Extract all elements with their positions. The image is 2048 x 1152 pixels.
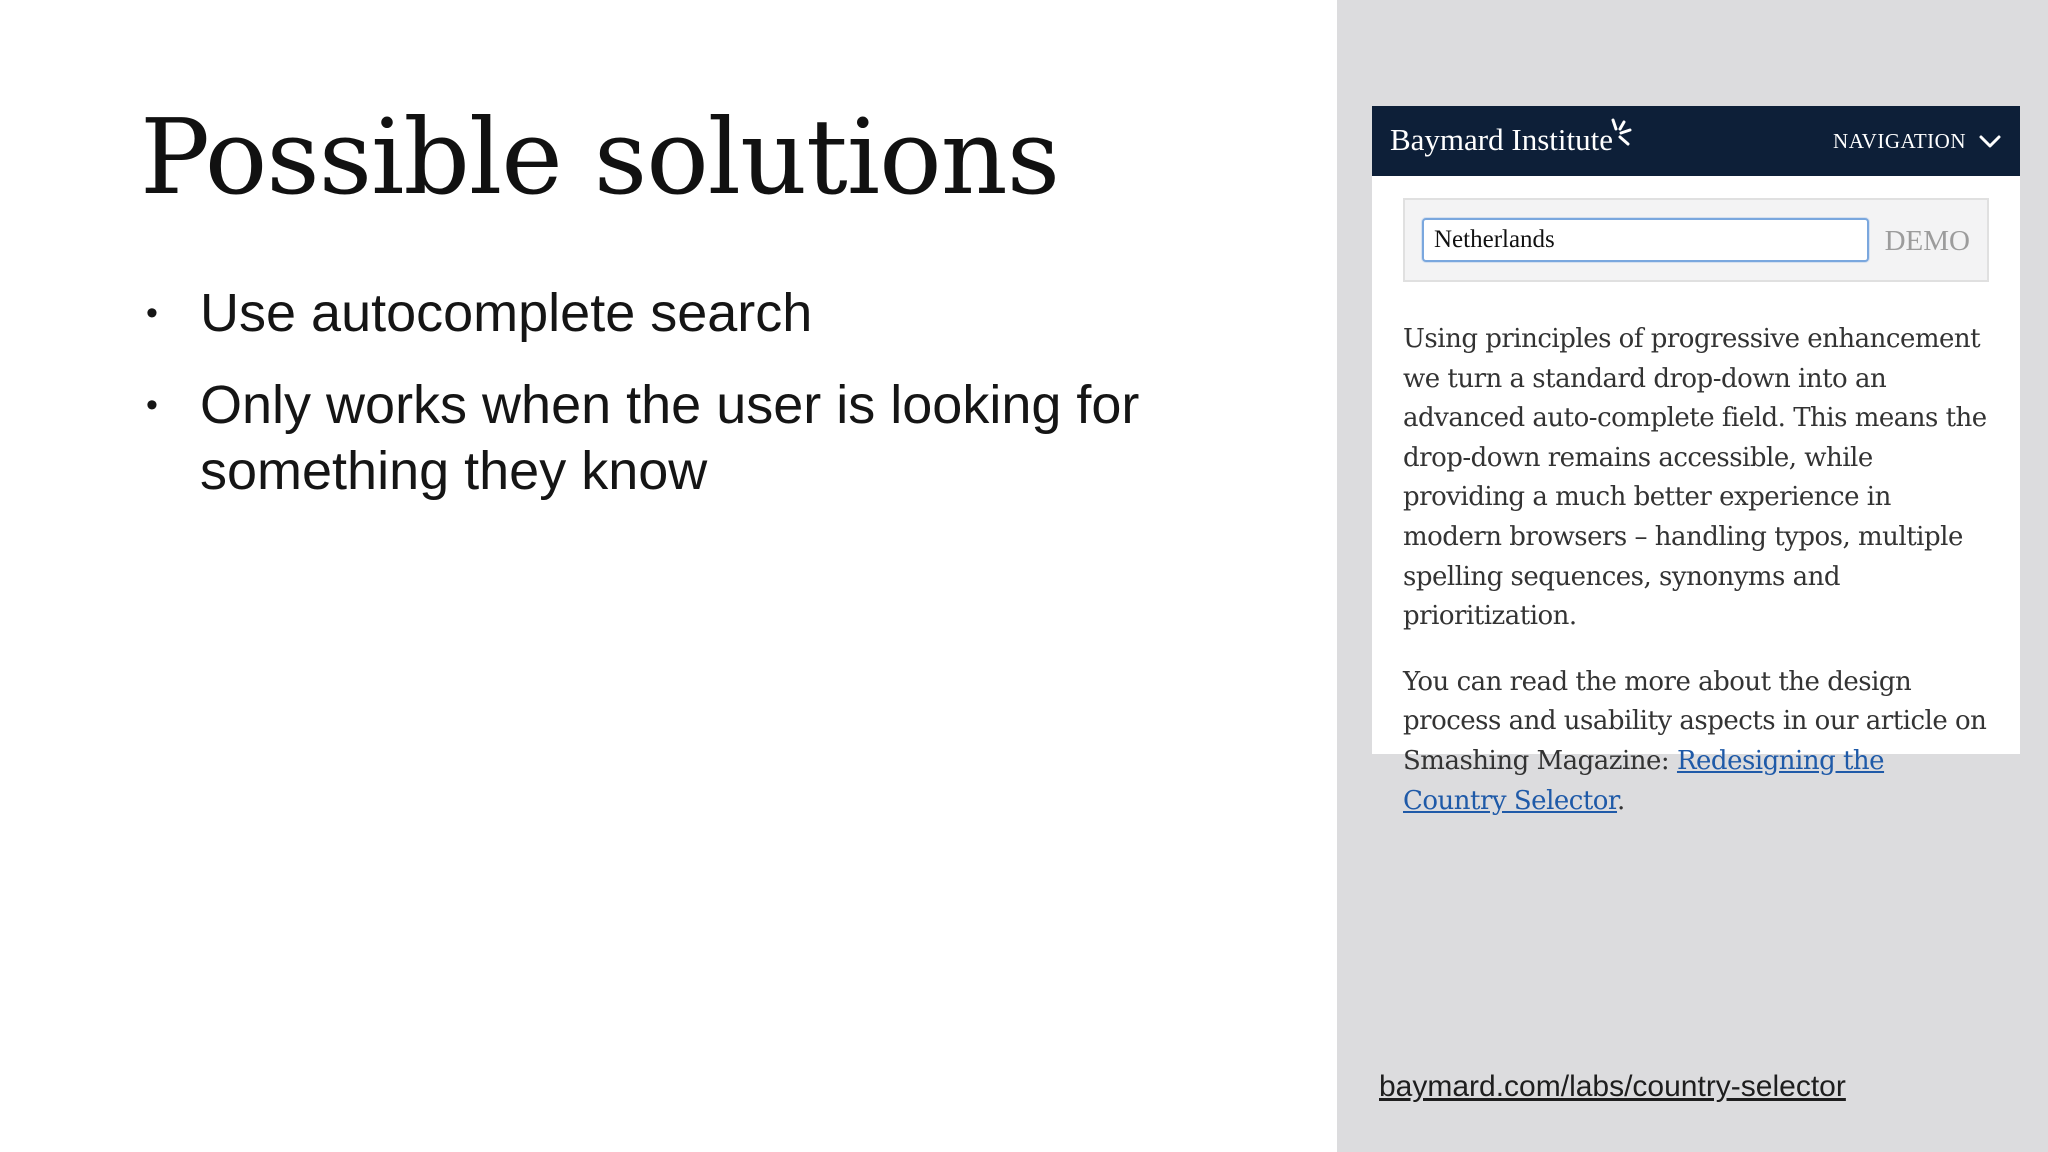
bullet-marker: • xyxy=(146,386,158,424)
navigation-label: NAVIGATION xyxy=(1833,129,1966,153)
baymard-country-selector-url[interactable]: baymard.com/labs/country-selector xyxy=(1379,1070,1846,1103)
bullet-text: Use autocomplete search xyxy=(200,283,813,343)
description-paragraph-2-prefix: You can read the more about the design process and usability aspects in our article on Smashing Magazine: xyxy=(1403,666,1987,776)
description-paragraph-1: Using principles of progressive enhancement we turn a standard drop-down into an advanced auto-complete field. This means the drop-down remains accessible, while providing a much better experience in modern browsers – handling typos, multiple spelling sequences, synonyms and prioritization. xyxy=(1403,324,1987,632)
baymard-logo-text[interactable]: Baymard Institute xyxy=(1390,122,1613,157)
chevron-down-icon xyxy=(1978,132,2002,150)
bullet-list xyxy=(140,280,1260,530)
demo-side-panel xyxy=(1337,0,2048,1152)
country-search-input[interactable] xyxy=(1422,218,1869,262)
baymard-header xyxy=(1372,106,2020,176)
bullet-marker: • xyxy=(146,294,158,332)
redesigning-country-selector-link[interactable]: Redesigning the Country Selector xyxy=(1403,745,1885,816)
sparkle-icon xyxy=(1606,118,1634,152)
description-paragraph-2 xyxy=(1403,663,1989,821)
navigation-toggle[interactable] xyxy=(1833,126,2002,156)
demo-search-area xyxy=(1403,198,1989,282)
bullet-item xyxy=(140,372,1260,504)
slide-title: Possible solutions xyxy=(140,96,1060,218)
description-paragraph-2-suffix: . xyxy=(1617,785,1625,816)
demo-description xyxy=(1403,320,1989,847)
bullet-text: Only works when the user is looking for something they know xyxy=(200,375,1140,501)
demo-label: DEMO xyxy=(1884,225,1970,257)
baymard-demo-card xyxy=(1372,106,2020,816)
bullet-item xyxy=(140,280,1260,346)
